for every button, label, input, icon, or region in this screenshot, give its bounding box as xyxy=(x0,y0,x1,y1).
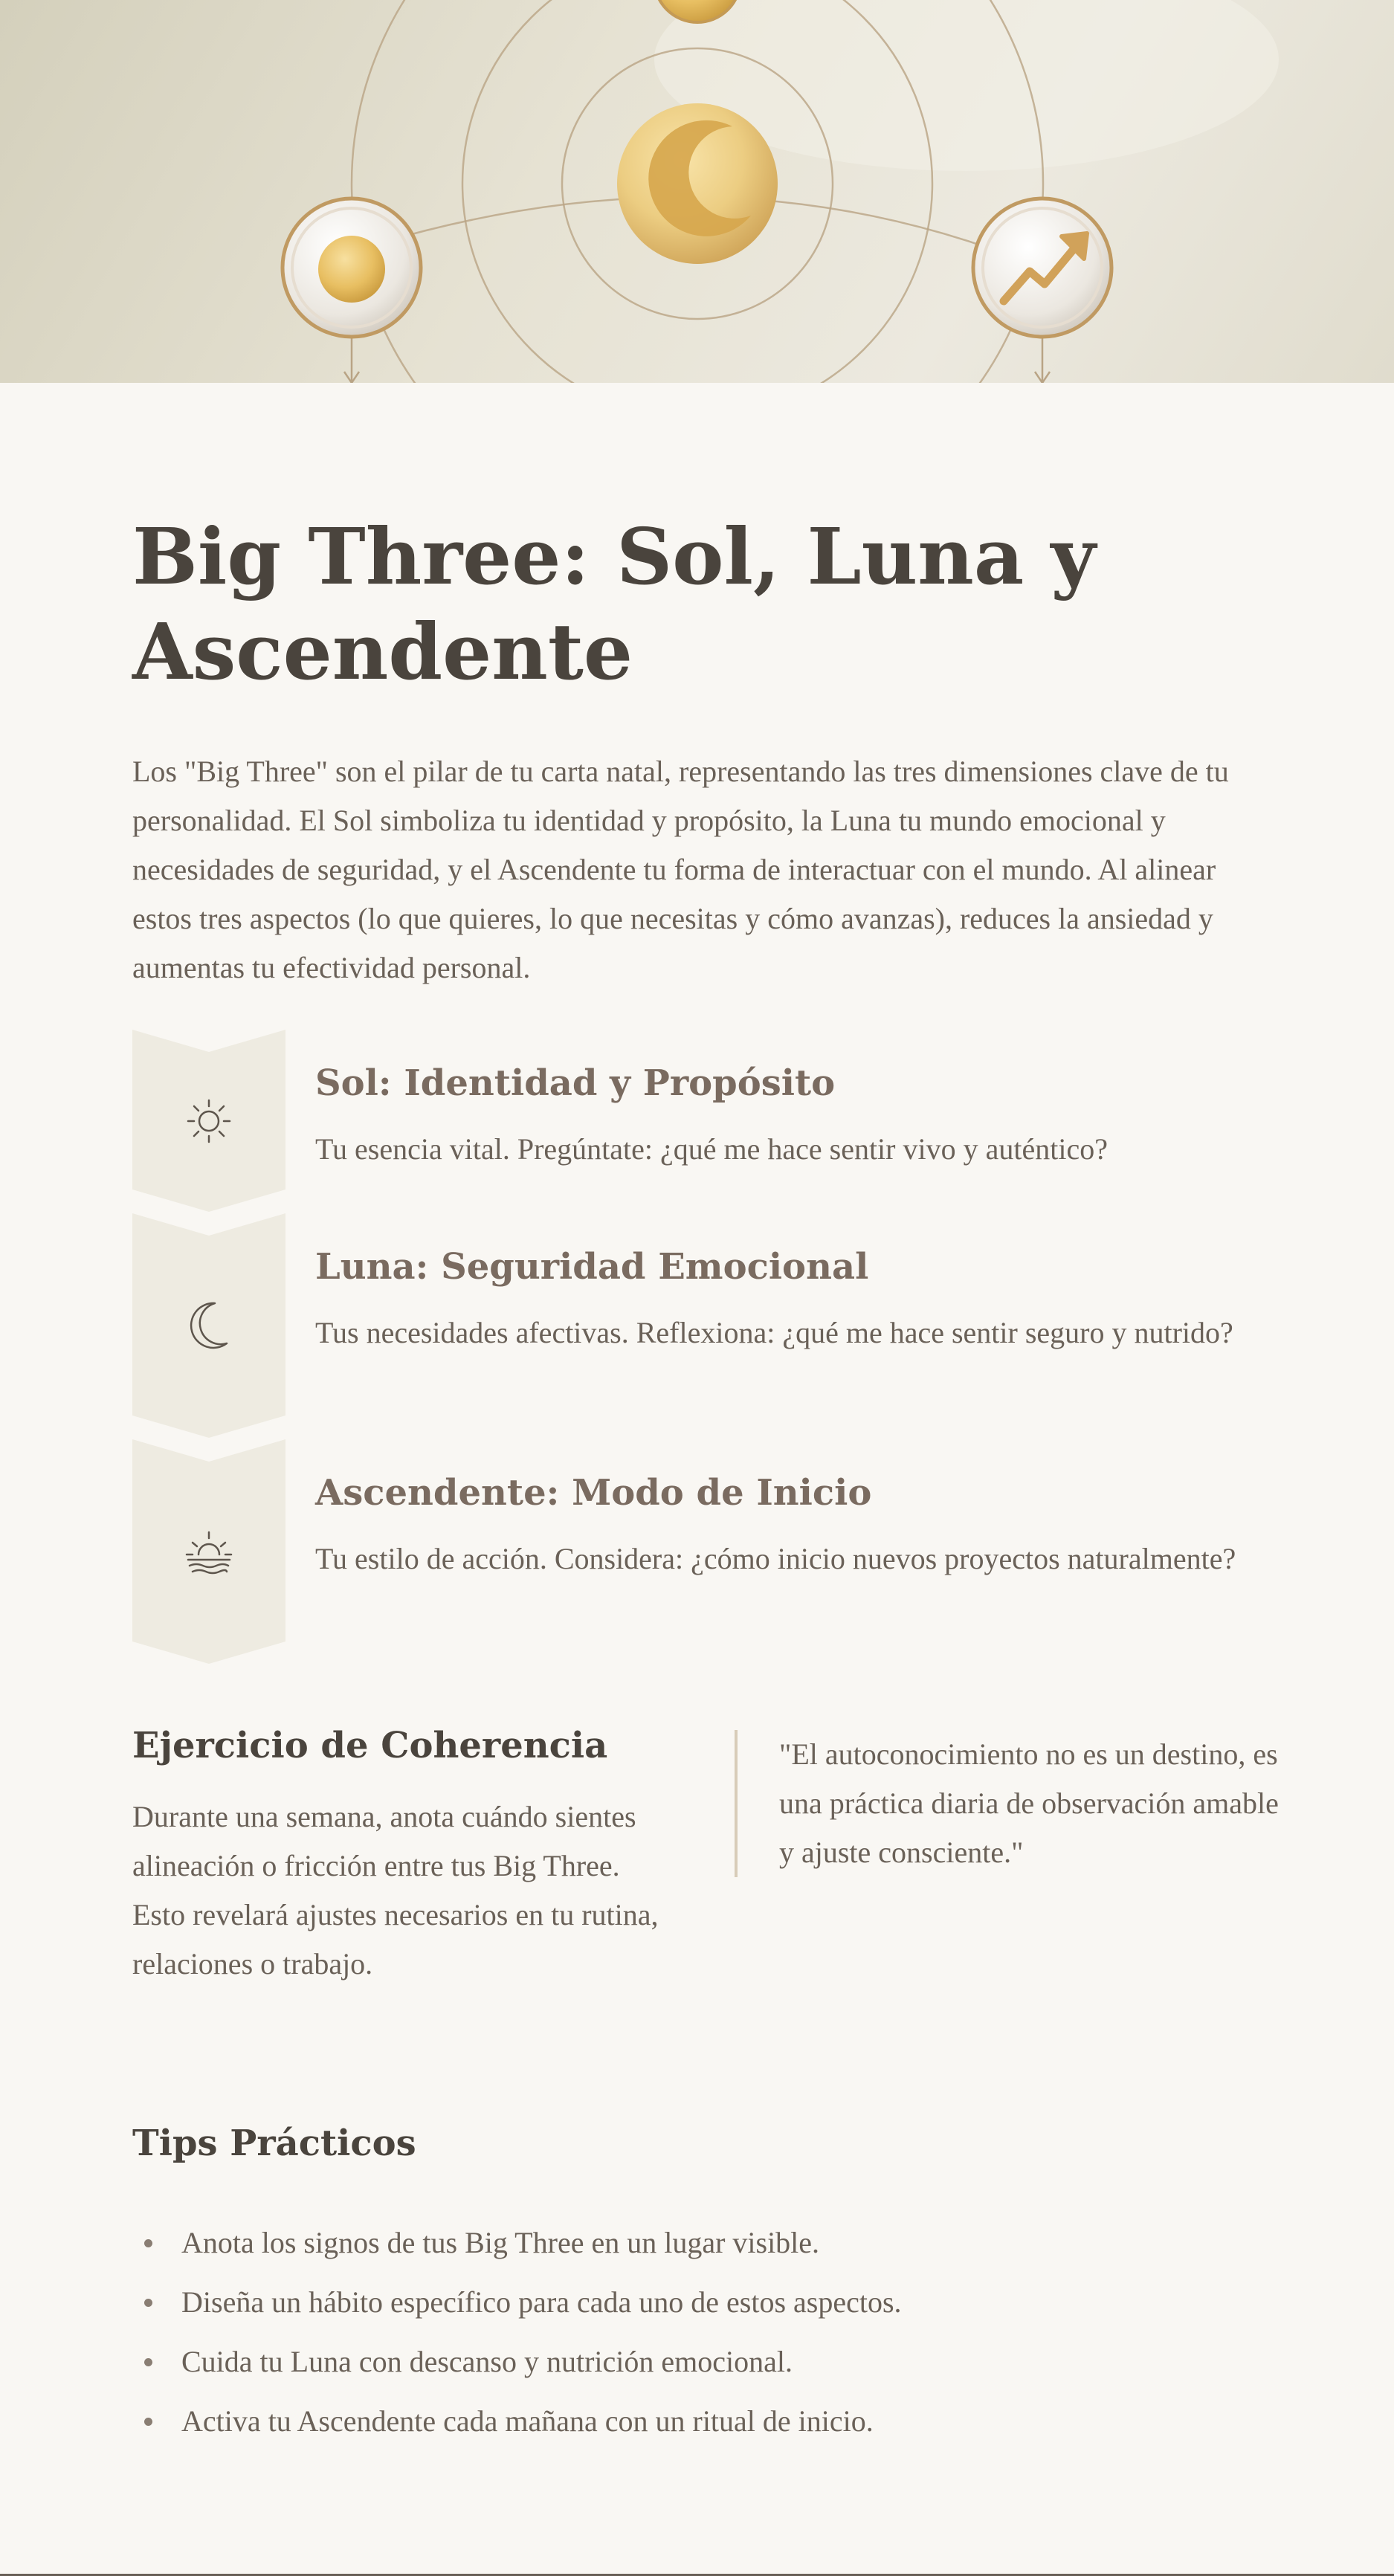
bullet-icon xyxy=(144,2239,152,2247)
tip-text: Diseña un hábito específico para cada uno de estos aspectos. xyxy=(181,2285,902,2319)
sun-orb-icon xyxy=(283,198,421,337)
pillar-ascendente xyxy=(132,1439,1262,1664)
pillar-title: Luna: Seguridad Emocional xyxy=(315,1246,869,1288)
list-item xyxy=(132,2392,1262,2451)
bullet-icon xyxy=(144,2418,152,2426)
hero-illustration xyxy=(0,0,1394,383)
tip-text: Anota los signos de tus Big Three en un lugar visible. xyxy=(181,2226,820,2259)
pillar-title: Sol: Identidad y Propósito xyxy=(315,1062,836,1104)
quote-block: "El autoconocimiento no es un destino, es una práctica diaria de observación amable y ajuste consciente." xyxy=(735,1730,1285,1877)
tip-text: Cuida tu Luna con descanso y nutrición emocional. xyxy=(181,2345,793,2378)
sunrise-icon xyxy=(182,1525,236,1578)
bullet-icon xyxy=(144,2299,152,2307)
exercise-section xyxy=(132,1721,675,1989)
pillar-chevron xyxy=(132,1030,285,1212)
pillar-text: Tu estilo de acción. Considera: ¿cómo inicio nuevos proyectos naturalmente? xyxy=(315,1542,1236,1575)
pillar-chevron xyxy=(132,1439,285,1664)
bullet-icon xyxy=(144,2358,152,2366)
list-item xyxy=(132,2273,1262,2332)
pillar-text: Tu esencia vital. Pregúntate: ¿qué me hace sentir vivo y auténtico? xyxy=(315,1132,1108,1166)
pillar-sol xyxy=(132,1030,1262,1212)
tip-text: Activa tu Ascendente cada mañana con un ritual de inicio. xyxy=(181,2404,874,2438)
pillar-title: Ascendente: Modo de Inicio xyxy=(315,1472,872,1514)
pillar-luna xyxy=(132,1213,1262,1438)
exercise-title: Ejercicio de Coherencia xyxy=(132,1725,608,1766)
pillar-text: Tus necesidades afectivas. Reflexiona: ¿qué me hace sentir seguro y nutrido? xyxy=(315,1316,1233,1349)
list-item xyxy=(132,2213,1262,2273)
tips-list xyxy=(132,2213,1262,2451)
sun-icon xyxy=(185,1097,233,1145)
rising-arrow-icon xyxy=(973,198,1111,337)
tips-title: Tips Prácticos xyxy=(132,2123,416,2164)
crescent-moon-icon xyxy=(185,1299,233,1352)
exercise-text: Durante una semana, anota cuándo sientes alineación o fricción entre tus Big Three. Esto revelará ajustes necesarios en tu rutina, relaciones o trabajo. xyxy=(132,1800,659,1981)
orbit-diagram xyxy=(0,0,1394,383)
page-title: Big Three: Sol, Luna y Ascendente xyxy=(132,511,1096,697)
pillar-chevron xyxy=(132,1213,285,1438)
intro-paragraph: Los "Big Three" son el pilar de tu carta natal, representando las tres dimensiones clave de tu personalidad. El Sol simboliza tu identidad y propósito, la Luna tu mundo emocional y necesidades de seguridad, y el Ascendente tu forma de interactuar con el mundo. Al alinear estos tres aspectos (lo que quieres, lo que necesitas y cómo avanzas), reduces la ansiedad y aumentas tu efectividad personal. xyxy=(132,755,1229,984)
list-item xyxy=(132,2332,1262,2392)
